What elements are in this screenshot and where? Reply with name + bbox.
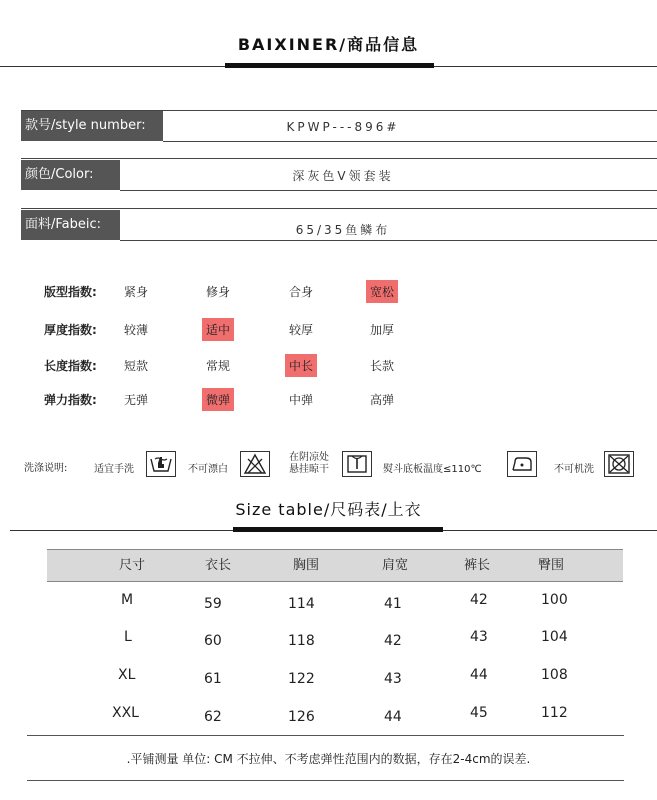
care-label: 洗涤说明: xyxy=(24,463,68,474)
care-text: 在阴凉处 悬挂晾干 xyxy=(289,452,329,475)
info-divider xyxy=(163,141,657,142)
fit-option: 合身 xyxy=(289,285,314,299)
elasticity-option-selected: 微弹 xyxy=(202,388,234,411)
fit-option-selected: 宽松 xyxy=(366,280,398,303)
table-cell: 62 xyxy=(204,709,222,725)
no-bleach-icon xyxy=(240,451,270,477)
color-value: 深灰色V领套装 xyxy=(292,169,394,183)
table-cell: 104 xyxy=(541,629,568,645)
length-option: 长款 xyxy=(370,359,395,373)
table-cell: 42 xyxy=(470,592,488,608)
no-machine-wash-icon xyxy=(604,451,634,477)
table-cell: 114 xyxy=(288,596,315,612)
table-cell: 61 xyxy=(204,671,222,687)
table-cell: 100 xyxy=(541,592,568,608)
style-number-label: 款号/style number: xyxy=(21,111,163,141)
table-cell: 59 xyxy=(204,596,222,612)
length-option: 短款 xyxy=(124,359,149,373)
style-number-value: KPWP---896# xyxy=(286,120,400,134)
table-cell: 126 xyxy=(288,709,315,725)
footer-divider xyxy=(27,780,624,781)
info-divider xyxy=(21,158,657,159)
table-cell: 44 xyxy=(384,709,402,725)
fabric-value: 65/35鱼鳞布 xyxy=(295,223,391,237)
column-header: 臀围 xyxy=(538,558,565,573)
care-text: 不可机洗 xyxy=(554,464,594,475)
iron-icon xyxy=(507,451,537,477)
footer-divider xyxy=(27,735,624,736)
table-cell: 60 xyxy=(204,633,222,649)
table-cell: 43 xyxy=(470,629,488,645)
thickness-option-selected: 适中 xyxy=(202,318,234,341)
table-cell: 42 xyxy=(384,633,402,649)
info-divider xyxy=(21,208,657,209)
elasticity-option: 中弹 xyxy=(289,393,314,407)
size-cell: XL xyxy=(118,667,136,683)
info-divider xyxy=(120,240,657,241)
thickness-option: 加厚 xyxy=(370,323,395,337)
column-header: 胸围 xyxy=(293,558,320,573)
thickness-option: 较厚 xyxy=(289,323,314,337)
fit-index-label: 版型指数: xyxy=(44,285,97,299)
table-cell: 112 xyxy=(541,705,568,721)
size-cell: L xyxy=(124,629,132,645)
table-cell: 43 xyxy=(384,671,402,687)
table-cell: 108 xyxy=(541,667,568,683)
size-table-title: Size table/尺码表/上衣 xyxy=(235,500,422,519)
table-cell: 41 xyxy=(384,596,402,612)
table-cell: 44 xyxy=(470,667,488,683)
length-option-selected: 中长 xyxy=(285,354,317,377)
size-table-header xyxy=(47,549,623,582)
fabric-label: 面料/Fabeic: xyxy=(21,210,120,240)
size-cell: M xyxy=(121,592,134,608)
care-text: 不可漂白 xyxy=(188,464,228,475)
table-cell: 118 xyxy=(288,633,315,649)
elasticity-option: 无弹 xyxy=(124,393,149,407)
column-header: 尺寸 xyxy=(119,558,146,573)
hand-wash-icon xyxy=(146,451,176,477)
fit-option: 紧身 xyxy=(124,285,149,299)
thickness-option: 较薄 xyxy=(124,323,149,337)
care-text: 适宜手洗 xyxy=(94,464,134,475)
color-label: 颜色/Color: xyxy=(21,160,120,190)
care-text: 熨斗底板温度≤110℃ xyxy=(383,464,482,475)
table-cell: 45 xyxy=(470,705,488,721)
thickness-index-label: 厚度指数: xyxy=(44,323,97,337)
measurement-note: .平铺测量 单位: CM 不拉伸、不考虑弹性范围内的数据，存在2-4cm的误差. xyxy=(126,752,531,766)
column-header: 裤长 xyxy=(464,558,491,573)
page-title: BAIXINER/商品信息 xyxy=(237,35,420,54)
hang-dry-icon xyxy=(342,451,372,477)
elasticity-index-label: 弹力指数: xyxy=(44,393,97,407)
length-option: 常规 xyxy=(206,359,231,373)
table-cell: 122 xyxy=(288,671,315,687)
size-accent-bar xyxy=(233,527,443,532)
column-header: 衣长 xyxy=(205,558,232,573)
elasticity-option: 高弹 xyxy=(370,393,395,407)
fit-option: 修身 xyxy=(206,285,231,299)
header-accent-bar xyxy=(225,63,434,68)
size-cell: XXL xyxy=(112,705,139,721)
column-header: 肩宽 xyxy=(382,558,409,573)
length-index-label: 长度指数: xyxy=(44,359,97,373)
info-divider xyxy=(120,190,657,191)
